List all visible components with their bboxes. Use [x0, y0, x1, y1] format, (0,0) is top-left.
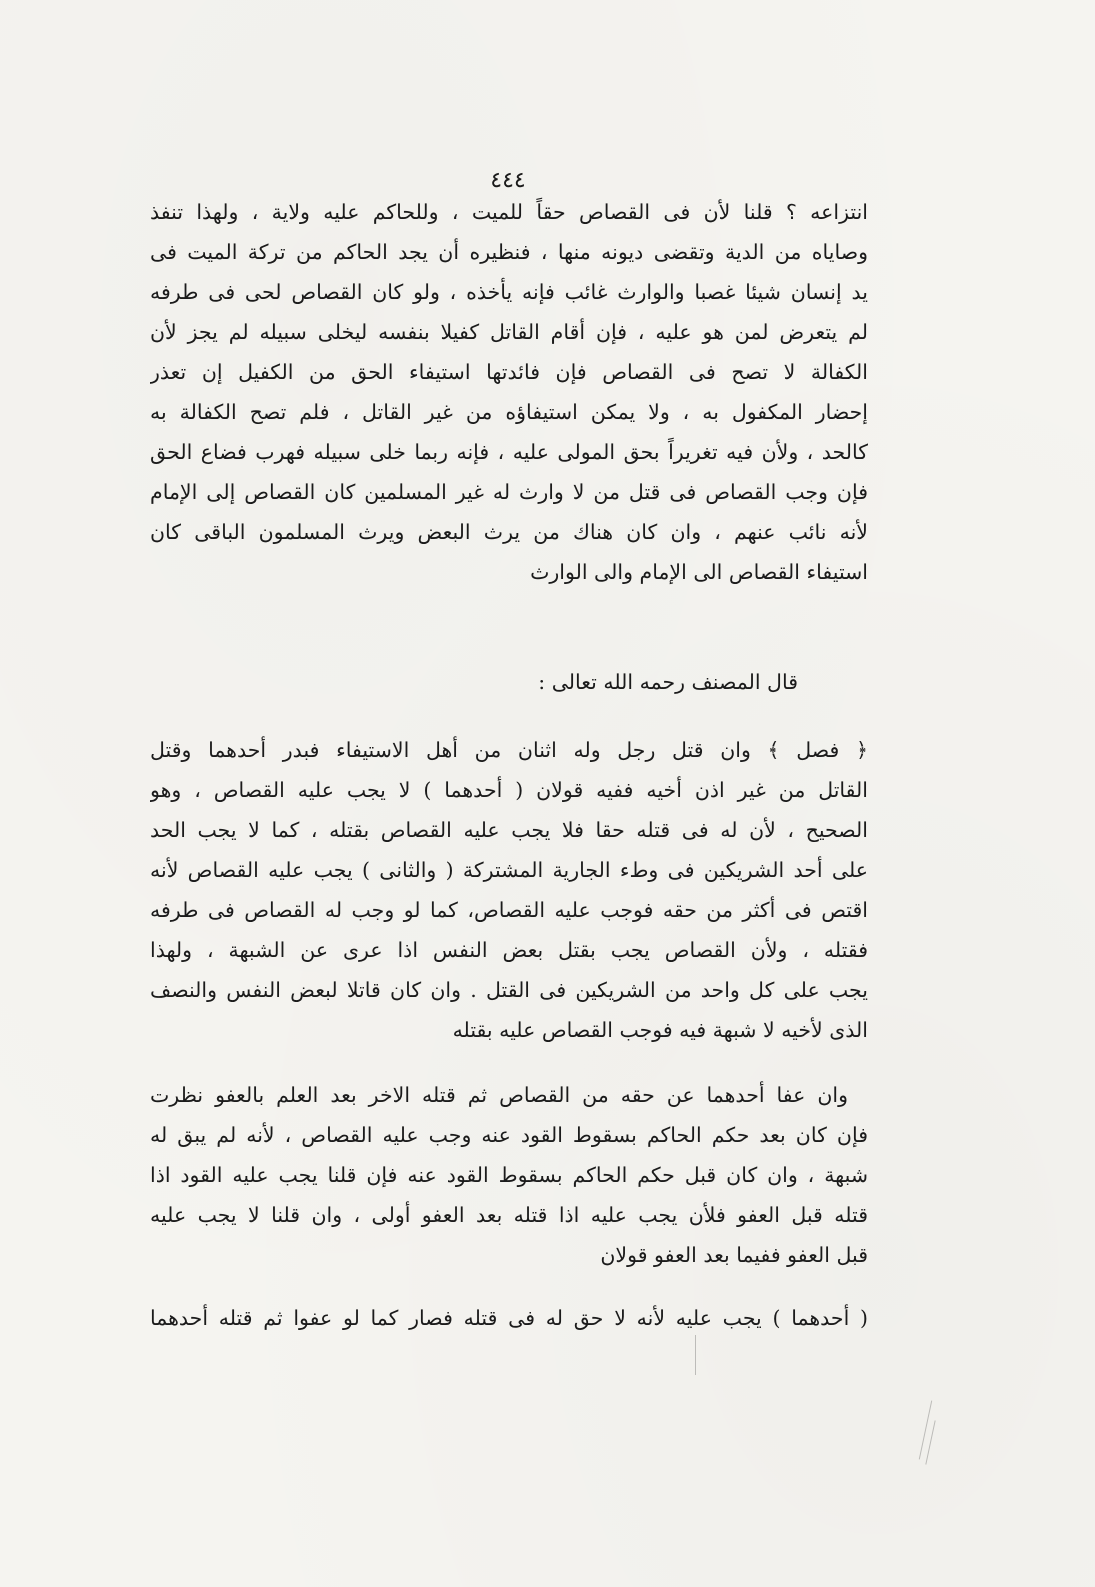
text-line: الصحيح ، لأن له فى قتله حقا فلا يجب عليه القصاص بقتله ، كما لا يجب الحد: [150, 818, 868, 842]
text-line: قتله قبل العفو فلأن يجب عليه اذا قتله بعد العفو أولى ، وان قلنا لا يجب عليه: [150, 1203, 868, 1227]
text-line: فإن وجب القصاص فى قتل من لا وارث له غير المسلمين كان القصاص إلى الإمام: [150, 480, 868, 504]
text-line: اقتص فى أكثر من حقه فوجب عليه القصاص، كما لو وجب له القصاص فى طرفه: [150, 898, 868, 922]
text-line: ﴿ فصل ﴾ وان قتل رجل وله اثنان من أهل الاستيفاء فبدر أحدهما وقتل: [150, 738, 868, 762]
text-line: إحضار المكفول به ، ولا يمكن استيفاؤه من غير القاتل ، فلم تصح الكفالة به: [150, 400, 868, 424]
text-line: لأنه نائب عنهم ، وان كان هناك من يرث البعض ويرث المسلمون الباقى كان: [150, 520, 868, 544]
paragraph-block-fasl: [150, 730, 868, 1050]
text-line: الكفالة لا تصح فى القصاص فإن فائدتها استيفاء الحق من الكفيل إن تعذر: [150, 360, 868, 384]
text-line: انتزاعه ؟ قلنا لأن فى القصاص حقاً للميت ، وللحاكم عليه ولاية ، ولهذا تنفذ: [150, 200, 868, 224]
text-line: كالحد ، ولأن فيه تغريراً بحق المولى عليه ، فإنه ربما خلى سبيله فهرب فضاع الحق: [150, 440, 868, 464]
paragraph-block-final: [150, 1298, 868, 1338]
text-line: فقتله ، ولأن القصاص يجب بقتل بعض النفس اذا عرى عن الشبهة ، ولهذا: [150, 938, 868, 962]
text-line: وصاياه من الدية وتقضى ديونه منها ، فنظيره أن يجد الحاكم من تركة الميت فى: [150, 240, 868, 264]
text-line: شبهة ، وان كان قبل حكم الحاكم بسقوط القود عنه فإن قلنا يجب عليه القود اذا: [150, 1163, 868, 1187]
text-line: لم يتعرض لمن هو عليه ، فإن أقام القاتل كفيلا بنفسه ليخلى سبيله لم يجز لأن: [150, 320, 868, 344]
paragraph-block-1: [150, 192, 868, 592]
text-line: على أحد الشريكين فى وطء الجارية المشتركة ( والثانى ) يجب عليه القصاص لأنه: [150, 858, 868, 882]
text-line: قبل العفو ففيما بعد العفو قولان: [600, 1243, 868, 1267]
scan-mark: [695, 1335, 696, 1375]
section-heading-block: [150, 662, 868, 702]
text-line: القاتل من غير اذن أخيه ففيه قولان ( أحدهما ) لا يجب عليه القصاص ، وهو: [150, 778, 868, 802]
text-line: ( أحدهما ) يجب عليه لأنه لا حق له فى قتله فصار كما لو عفوا ثم قتله أحدهما: [150, 1306, 868, 1330]
section-heading: قال المصنف رحمه الله تعالى :: [538, 670, 798, 694]
text-line: فإن كان بعد حكم الحاكم بسقوط القود عنه وجب عليه القصاص ، لأنه لم يبق له: [150, 1123, 868, 1147]
text-line: استيفاء القصاص الى الإمام والى الوارث: [530, 560, 868, 584]
page-number: ٤٤٤: [490, 168, 526, 193]
text-line: الذى لأخيه لا شبهة فيه فوجب القصاص عليه بقتله: [452, 1018, 868, 1042]
paragraph-block-afw: [150, 1075, 868, 1275]
scan-mark: [925, 1420, 935, 1464]
text-line: وان عفا أحدهما عن حقه من القصاص ثم قتله الاخر بعد العلم بالعفو نظرت: [150, 1083, 848, 1107]
text-line: يجب على كل واحد من الشريكين فى القتل . وان كان قاتلا لبعض النفس والنصف: [150, 978, 868, 1002]
text-line: يد إنسان شيئا غصبا والوارث غائب فإنه يأخذه ، ولو كان القصاص لحى فى طرفه: [150, 280, 868, 304]
scan-mark: [919, 1401, 932, 1460]
